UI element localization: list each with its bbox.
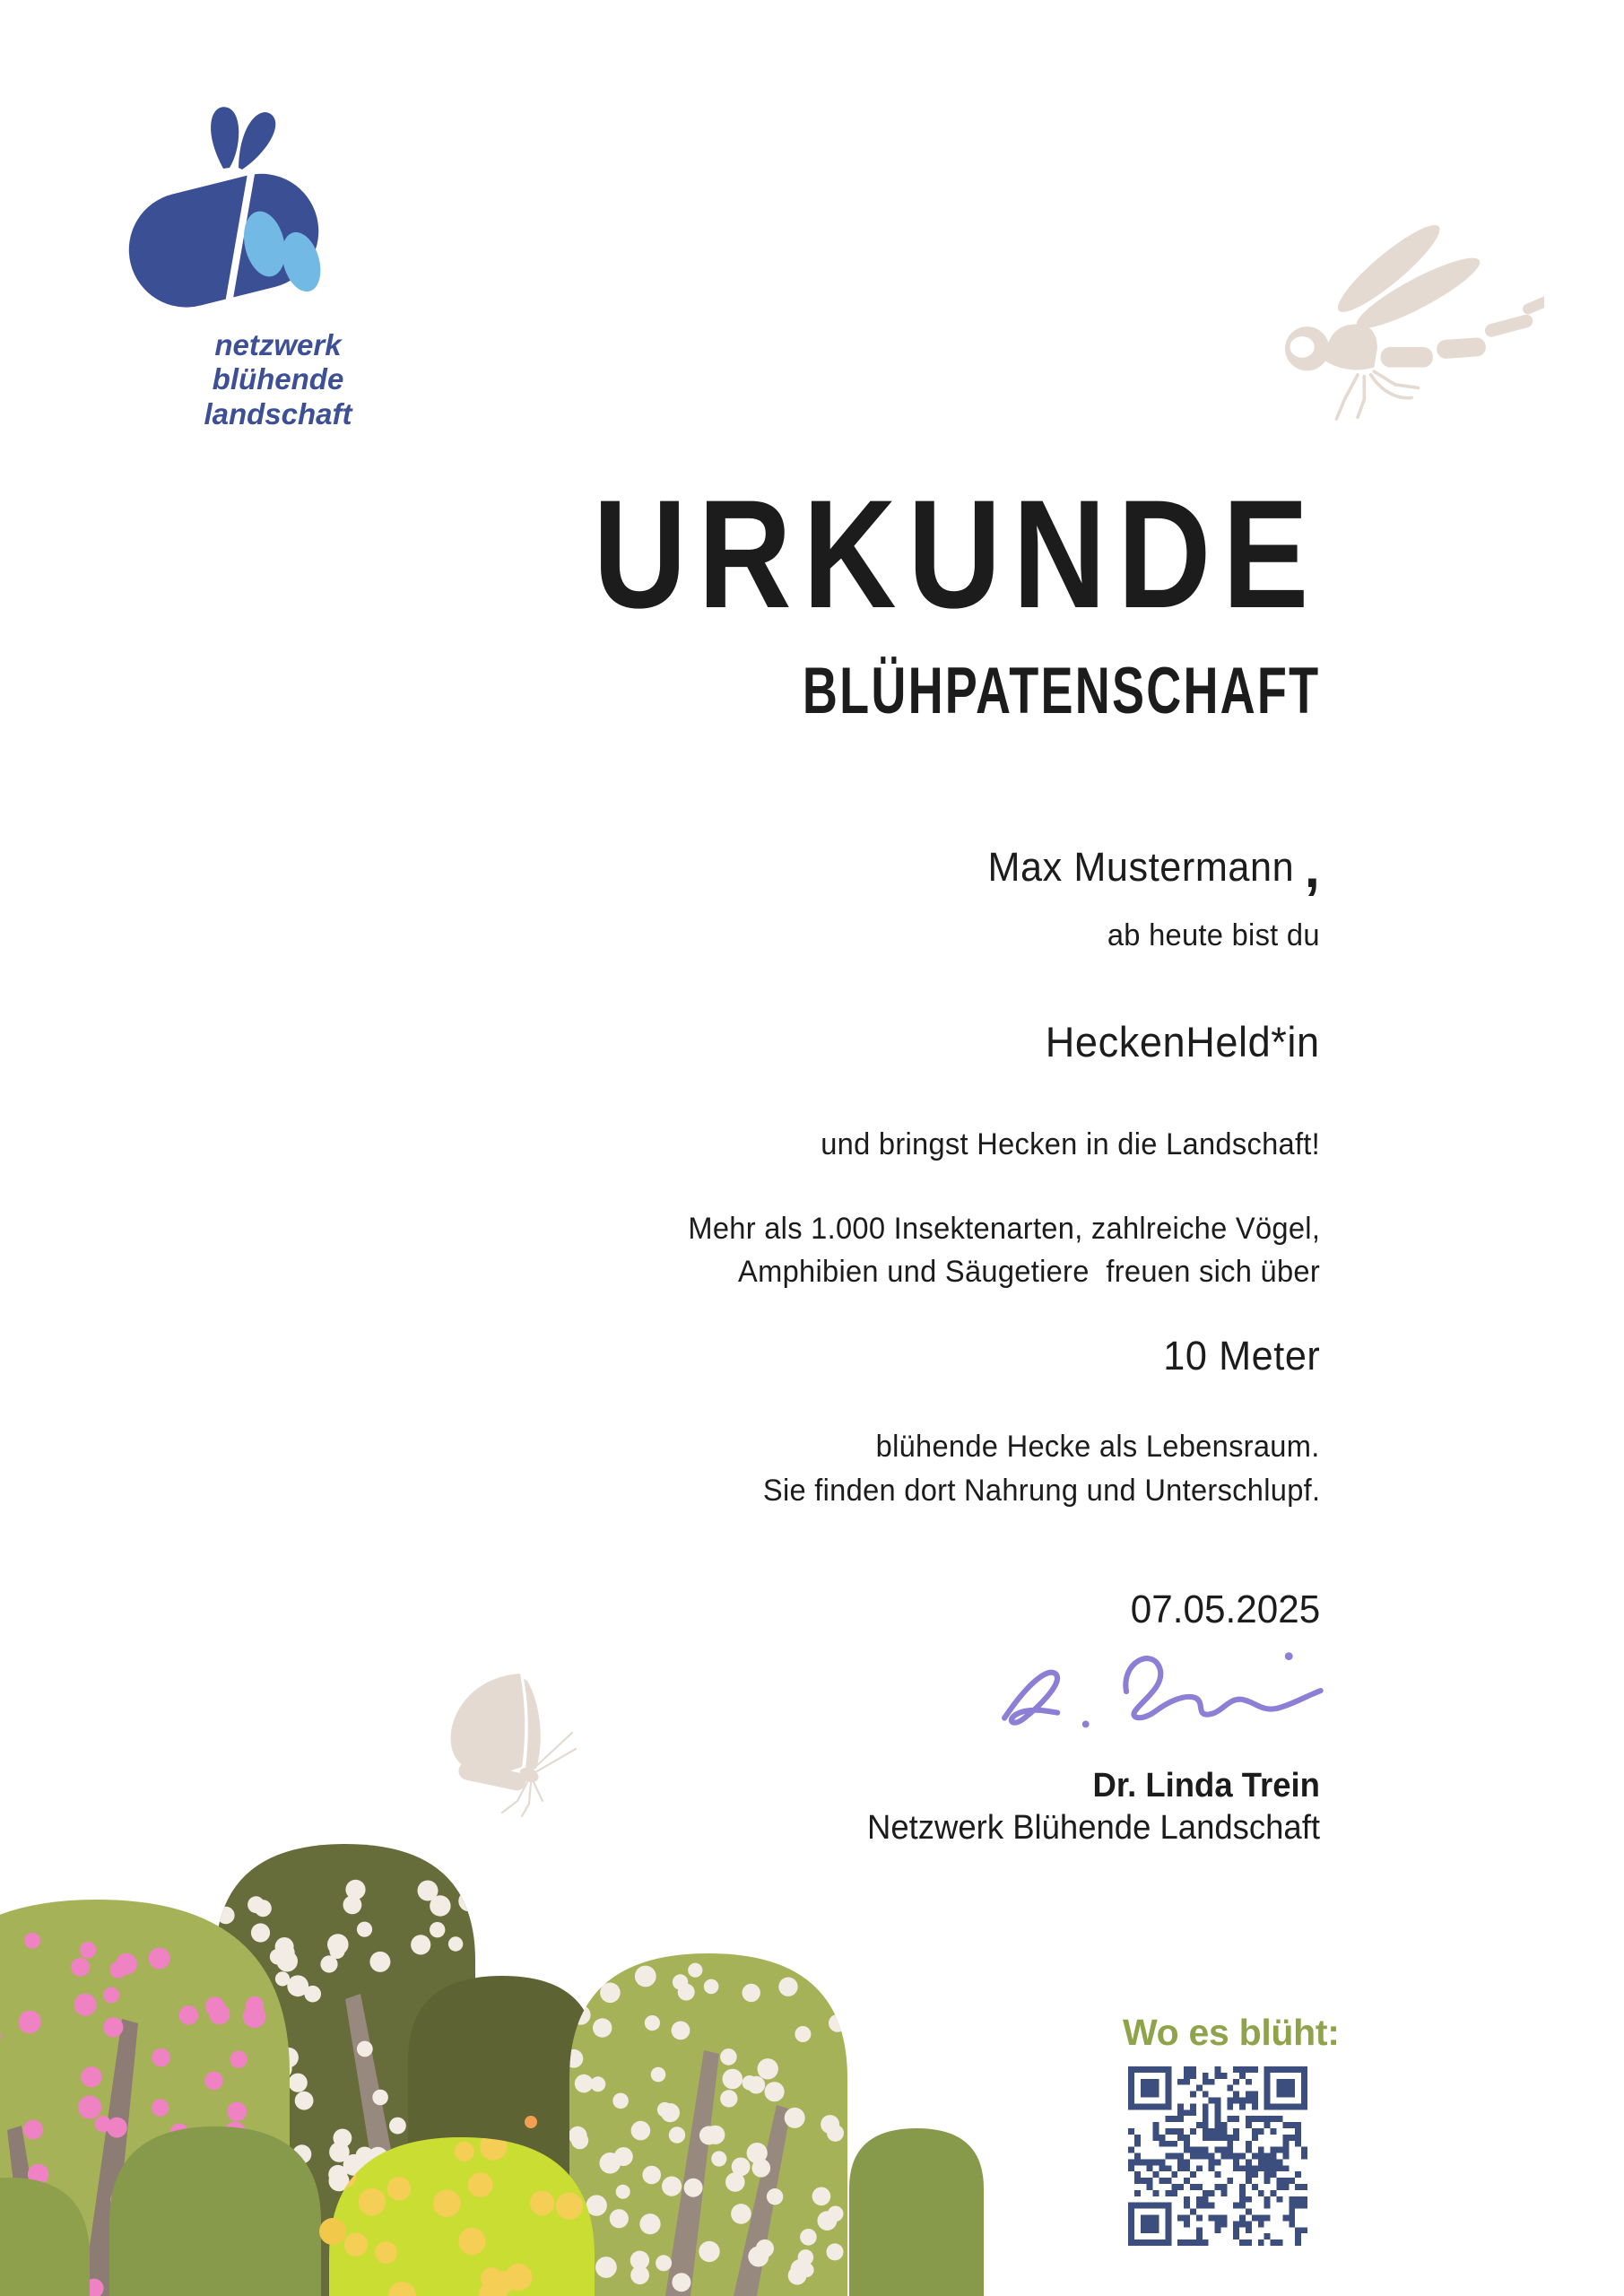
bush-mid-olive-front — [109, 2126, 321, 2296]
bee-logo-icon — [126, 79, 341, 308]
fact-line-1: Mehr als 1.000 Insektenarten, zahlreiche Vögel, — [688, 1212, 1320, 1246]
butterfly-icon — [439, 1666, 583, 1819]
bush-mid-olive-right — [849, 2128, 984, 2296]
quantity-line: 10 Meter — [1162, 1333, 1320, 1378]
recipient-name-line — [987, 835, 1320, 900]
hedge-line: und bringst Hecken in die Landschaft! — [821, 1127, 1320, 1161]
hedge-illustration — [0, 1837, 1040, 2296]
issue-date: 07.05.2025 — [1130, 1587, 1320, 1631]
signer-organization: Netzwerk Blühende Landschaft — [867, 1809, 1320, 1847]
role-title: HeckenHeld*in — [1046, 1018, 1320, 1065]
recipient-comma: , — [1304, 835, 1320, 900]
closing-line-1: blühende Hecke als Lebensraum. — [876, 1430, 1320, 1464]
certificate-subtitle: BLÜHPATENSCHAFT — [802, 655, 1320, 727]
intro-line: ab heute bist du — [1107, 918, 1320, 952]
logo-line-2: blühende — [212, 362, 344, 396]
closing-line-2: Sie finden dort Nahrung und Unterschlupf. — [762, 1474, 1320, 1508]
signature-autograph — [979, 1635, 1333, 1752]
logo-wordmark — [184, 328, 372, 431]
logo-line-3: landschaft — [204, 396, 352, 430]
certificate-title: URKUNDE — [593, 468, 1320, 640]
dragonfly-icon — [1282, 218, 1544, 429]
logo-line-1: netzwerk — [214, 328, 342, 361]
qr-label: Wo es blüht: — [1123, 2012, 1340, 2053]
signer-name: Dr. Linda Trein — [1092, 1767, 1320, 1805]
fact-line-2: Amphibien und Säugetiere freuen sich über — [738, 1255, 1320, 1289]
recipient-name: Max Mustermann — [987, 844, 1294, 890]
qr-code — [1128, 2066, 1307, 2246]
orange-flower-dot — [525, 2116, 537, 2128]
yellow-flower-dot — [319, 2218, 346, 2245]
